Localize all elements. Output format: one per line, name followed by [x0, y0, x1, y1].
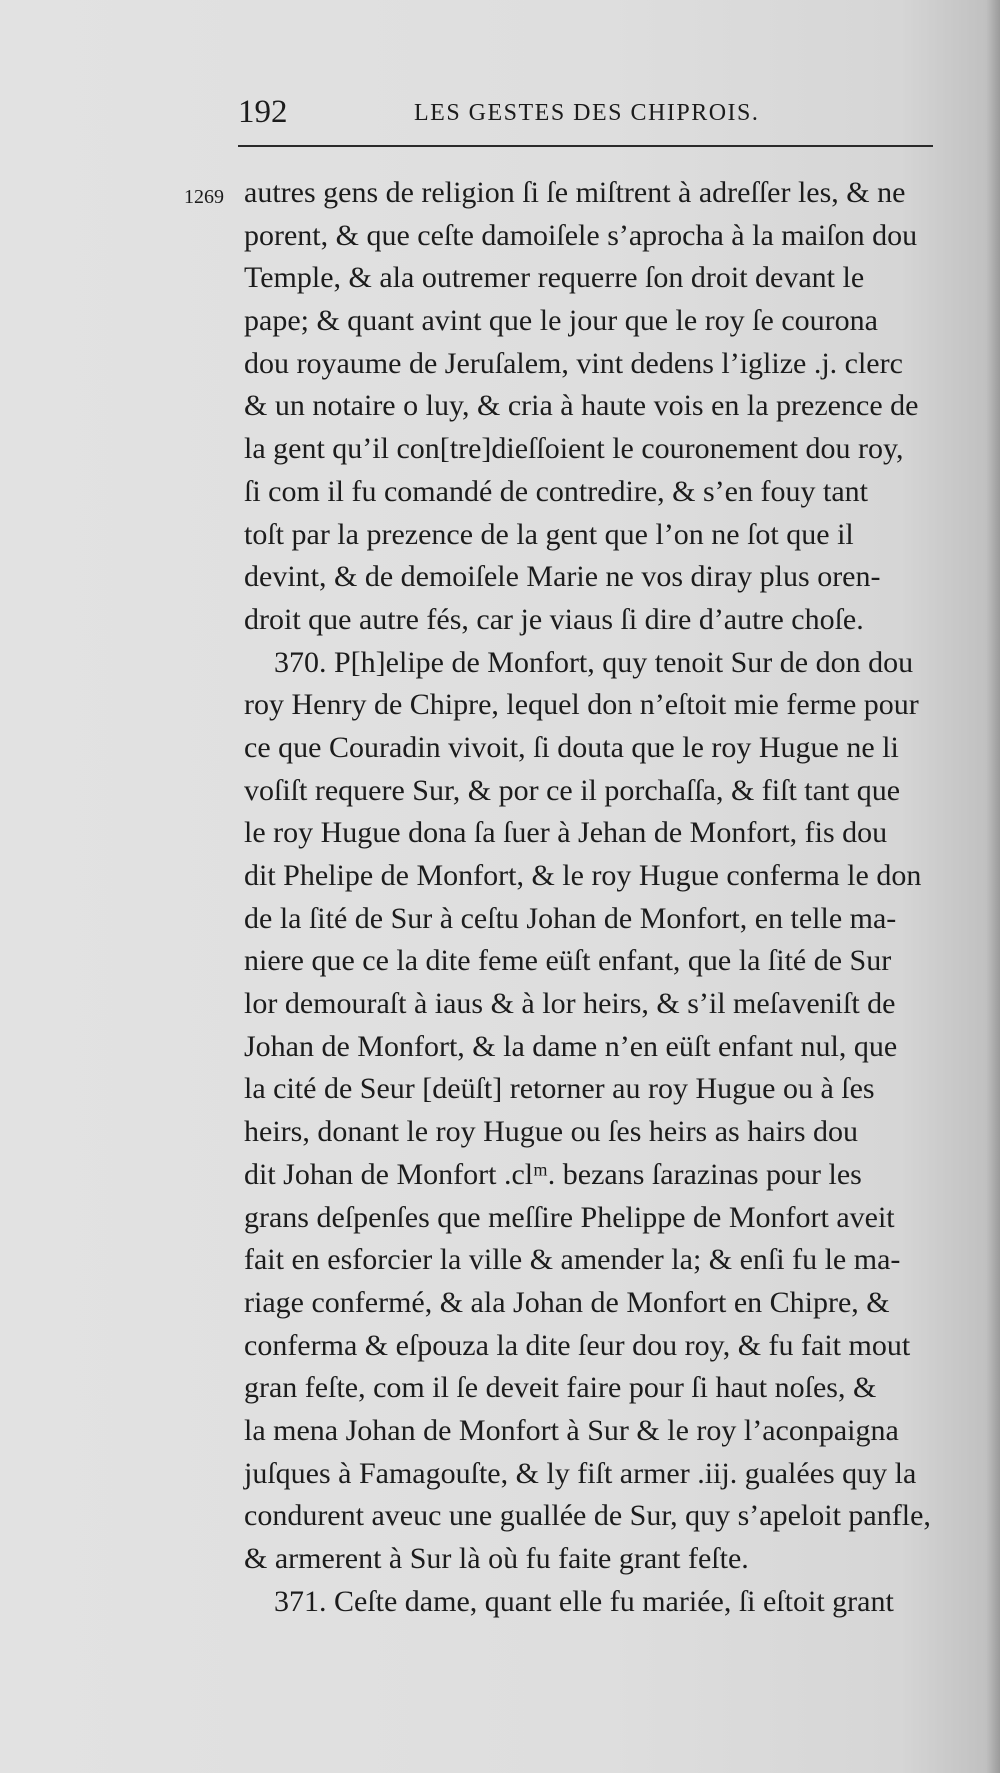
- margin-year-note: 1269: [184, 186, 224, 208]
- text-line: 371. Ceſte dame, quant elle fu mariée, ſi eſtoit grant: [274, 1584, 894, 1618]
- text-line: devint, & de demoiſele Marie ne vos diray plus oren-: [244, 560, 881, 594]
- text-line: riage confermé, & ala Johan de Monfort en Chipre, &: [244, 1285, 890, 1319]
- header-rule: [238, 145, 933, 147]
- text-line: fait en esforcier la ville & amender la; & enſi fu le ma-: [244, 1243, 901, 1277]
- text-line: Temple, & ala outremer requerre ſon droit devant le: [244, 261, 865, 295]
- text-line: dit Phelipe de Monfort, & le roy Hugue conferma le don: [244, 859, 922, 892]
- text-line: & armerent à Sur là où fu faite grant feſte.: [244, 1542, 749, 1575]
- text-line: la gent qu’il con[tre]dieſſoient le couronement dou roy,: [244, 432, 904, 466]
- running-title: LES GESTES DES CHIPROIS.: [414, 100, 760, 126]
- body-text: [244, 172, 934, 1623]
- text-line: niere que ce la dite feme eüſt enfant, que la ſité de Sur: [244, 944, 892, 978]
- text-line: pape; & quant avint que le jour que le roy ſe courona: [244, 304, 878, 338]
- text-line: & un notaire o luy, & cria à haute vois en la prezence de: [244, 389, 919, 423]
- text-line: condurent aveuc une guallée de Sur, quy s’apeloit panfle,: [244, 1499, 931, 1533]
- text-line: le roy Hugue dona ſa ſuer à Jehan de Monfort, fis dou: [244, 816, 888, 850]
- text-line: juſques à Famagouſte, & ly fiſt armer .iij. gualées quy la: [244, 1456, 917, 1490]
- text-line: 370. P[h]elipe de Monfort, quy tenoit Sur de don dou: [274, 645, 914, 679]
- text-line: la cité de Seur [deüſt] retorner au roy Hugue ou à ſes: [244, 1072, 875, 1106]
- text-line: autres gens de religion ſi ſe miſtrent à adreſſer les, & ne: [244, 176, 906, 209]
- text-line: droit que autre fés, car je viaus ſi dire d’autre choſe.: [244, 602, 864, 636]
- page-number: 192: [238, 94, 288, 130]
- text-line: Johan de Monfort, & la dame n’en eüſt enfant nul, que: [244, 1029, 898, 1063]
- text-line: dit Johan de Monfort .clᵐ. bezans ſarazinas pour les: [244, 1157, 862, 1191]
- text-line: heirs, donant le roy Hugue ou ſes heirs as hairs dou: [244, 1115, 859, 1149]
- text-line: de la ſité de Sur à ceſtu Johan de Monfort, en telle ma-: [244, 901, 897, 935]
- text-line: grans deſpenſes que meſſire Phelippe de Monfort aveit: [244, 1200, 895, 1234]
- text-line: ce que Couradin vivoit, ſi douta que le roy Hugue ne li: [244, 730, 899, 764]
- text-line: lor demouraſt à iaus & à lor heirs, & s’il meſaveniſt de: [244, 987, 896, 1021]
- text-line: gran feſte, com il ſe deveit faire pour ſi haut noſes, &: [244, 1371, 877, 1405]
- text-line: toſt par la prezence de la gent que l’on ne ſot que il: [244, 517, 854, 551]
- text-line: ſi com il fu comandé de contredire, & s’en fouy tant: [244, 474, 868, 508]
- text-line: la mena Johan de Monfort à Sur & le roy l’aconpaigna: [244, 1413, 899, 1447]
- text-line: conferma & eſpouza la dite ſeur dou roy, & fu fait mout: [244, 1328, 911, 1362]
- page-edge-shadow: [986, 0, 1000, 1773]
- text-line: dou royaume de Jeruſalem, vint dedens l’iglize .j. clerc: [244, 346, 903, 380]
- text-line: voſiſt requere Sur, & por ce il porchaſſa, & fiſt tant que: [244, 773, 901, 807]
- text-line: roy Henry de Chipre, lequel don n’eſtoit mie ferme pour: [244, 688, 919, 722]
- page-header: [238, 94, 933, 134]
- text-line: porent, & que ceſte damoiſele s’aprocha à la maiſon dou: [244, 218, 918, 252]
